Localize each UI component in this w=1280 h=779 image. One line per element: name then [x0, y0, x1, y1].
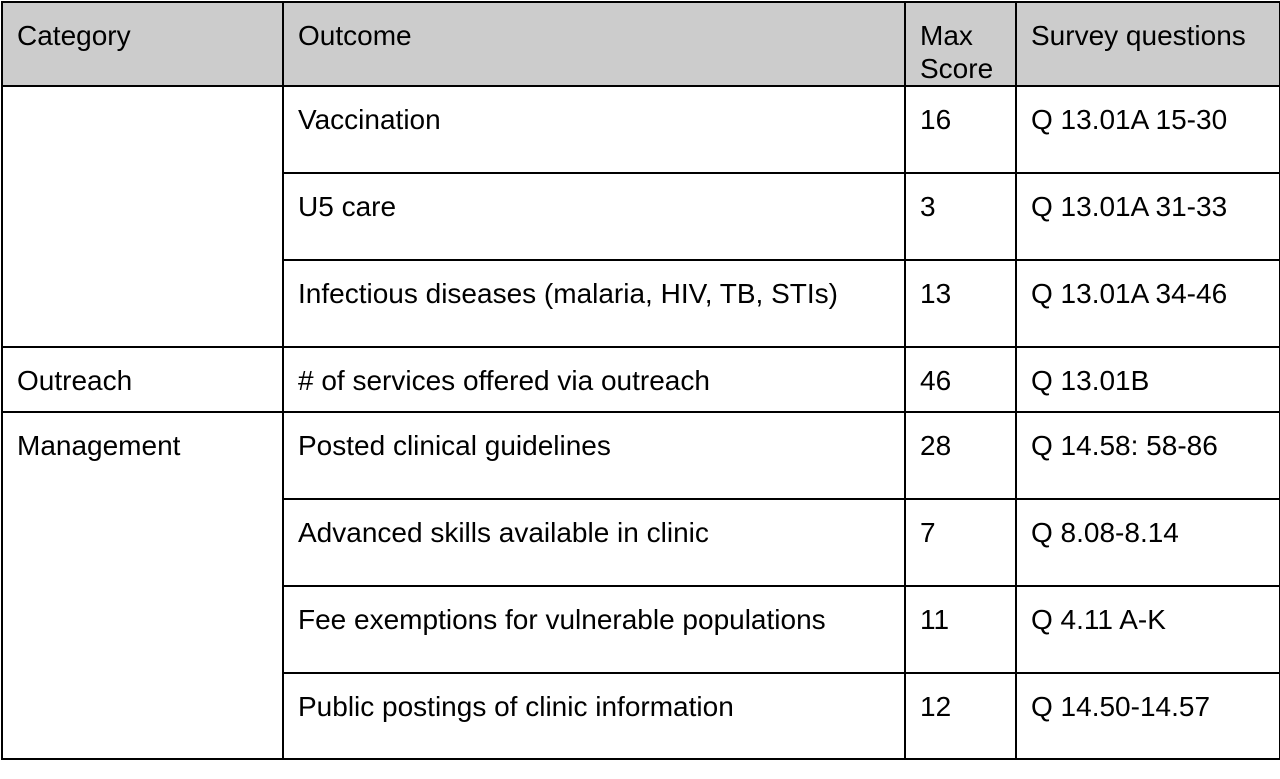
scoring-table: [1, 1, 1280, 760]
outcome-cell: Fee exemptions for vulnerable populations: [283, 586, 905, 673]
survey-questions-cell: Q 13.01B: [1016, 347, 1280, 412]
max-score-cell: 46: [905, 347, 1016, 412]
survey-questions-cell: Q 4.11 A-K: [1016, 586, 1280, 673]
outcome-cell: U5 care: [283, 173, 905, 260]
header-category: Category: [2, 2, 283, 86]
category-cell: Outreach: [2, 347, 283, 412]
survey-questions-cell: Q 8.08-8.14: [1016, 499, 1280, 586]
table-header: [2, 2, 1280, 86]
outcome-cell: Vaccination: [283, 86, 905, 173]
table-row: [2, 86, 1280, 173]
max-score-cell: 28: [905, 412, 1016, 499]
survey-questions-cell: Q 14.50-14.57: [1016, 673, 1280, 759]
max-score-cell: 7: [905, 499, 1016, 586]
max-score-cell: 12: [905, 673, 1016, 759]
category-cell: [2, 86, 283, 347]
header-max-score: Max Score: [905, 2, 1016, 86]
max-score-cell: 3: [905, 173, 1016, 260]
max-score-cell: 16: [905, 86, 1016, 173]
outcome-cell: Posted clinical guidelines: [283, 412, 905, 499]
survey-questions-cell: Q 14.58: 58-86: [1016, 412, 1280, 499]
max-score-cell: 13: [905, 260, 1016, 347]
outcome-cell: Public postings of clinic information: [283, 673, 905, 759]
outcome-cell: Infectious diseases (malaria, HIV, TB, STIs): [283, 260, 905, 347]
max-score-cell: 11: [905, 586, 1016, 673]
table-row: [2, 412, 1280, 499]
survey-questions-cell: Q 13.01A 15-30: [1016, 86, 1280, 173]
table-body: [2, 86, 1280, 759]
outcome-cell: Advanced skills available in clinic: [283, 499, 905, 586]
survey-questions-cell: Q 13.01A 31-33: [1016, 173, 1280, 260]
outcome-cell: # of services offered via outreach: [283, 347, 905, 412]
survey-questions-cell: Q 13.01A 34-46: [1016, 260, 1280, 347]
category-cell: Management: [2, 412, 283, 759]
table-row: [2, 347, 1280, 412]
header-outcome: Outcome: [283, 2, 905, 86]
header-survey-questions: Survey questions: [1016, 2, 1280, 86]
header-row: [2, 2, 1280, 86]
